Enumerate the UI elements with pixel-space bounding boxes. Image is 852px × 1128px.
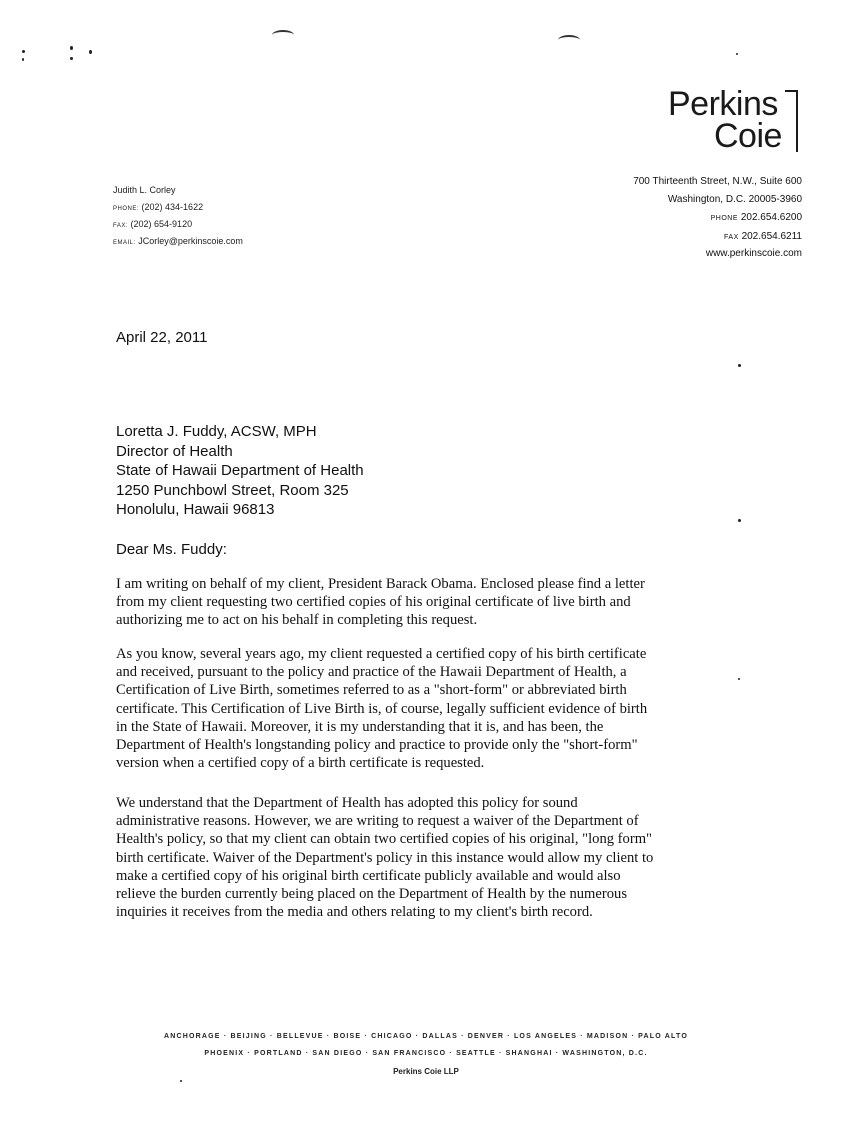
recipient-line: Director of Health [116, 442, 233, 460]
body-paragraph-1 [116, 575, 756, 630]
sender-fax-number: (202) 654-9120 [130, 219, 193, 229]
firm-street: 700 Thirteenth Street, N.W., Suite 600 [633, 176, 802, 187]
firm-fax [724, 231, 802, 244]
paragraph-line: make a certified copy of his original birth certificate publicly available and would also [116, 867, 621, 884]
paragraph-line: Department of Health's longstanding policy and practice to provide only the "short-form" [116, 737, 638, 754]
paragraph-line: version when a certified copy of a birth certificate is requested. [116, 755, 485, 772]
paragraph-line: in the State of Hawaii. Moreover, it is my understanding that it is, and has been, the [116, 718, 604, 735]
sender-phone [113, 202, 203, 215]
sender-email-label: EMAIL: [113, 240, 136, 246]
firm-city: Washington, D.C. 20005-3960 [667, 194, 802, 205]
scan-speck [738, 364, 741, 367]
paragraph-line: Certification of Live Birth, sometimes referred to as a "short-form" or abbreviated birth [116, 682, 627, 699]
firm-website: www.perkinscoie.com [705, 248, 802, 259]
scan-speck [180, 1080, 182, 1082]
body-paragraph-2 [116, 645, 756, 772]
paragraph-line: and received, pursuant to the policy and practice of the Hawaii Department of Health, a [116, 664, 627, 681]
firm-phone [711, 212, 802, 225]
firm-phone-number: 202.654.6200 [740, 212, 802, 223]
footer-offices-line-2: PHOENIX · PORTLAND · SAN DIEGO · SAN FRANCISCO · SEATTLE · SHANGHAI · WASHINGTON, D.C. [204, 1050, 648, 1057]
firm-fax-number: 202.654.6211 [741, 231, 802, 242]
paragraph-line: As you know, several years ago, my client requested a certified copy of his birth certificate [116, 646, 647, 662]
paragraph-line: birth certificate. Waiver of the Department's policy in this instance would allow my client to [116, 849, 654, 866]
recipient-line: State of Hawaii Department of Health [116, 462, 364, 480]
scan-speck [22, 50, 25, 53]
recipient-address [116, 422, 364, 520]
scan-speck [736, 53, 738, 55]
paragraph-line: from my client requesting two certified copies of his original certificate of live birth and [116, 594, 631, 611]
paragraph-line: relieve the burden currently being placed on the Department of Health by the numerous [116, 886, 628, 903]
sender-phone-number: (202) 434-1622 [141, 202, 204, 212]
sender-fax-label: FAX: [113, 223, 129, 229]
scan-speck [70, 46, 73, 50]
sender-fax [113, 219, 192, 232]
paragraph-line: inquiries it receives from the media and others relating to my client's birth record. [116, 904, 593, 921]
footer-offices-line-1: ANCHORAGE · BEIJING · BELLEVUE · BOISE · CHICAGO · DALLAS · DENVER · LOS ANGELES · MADISON · PALO ALTO [163, 1033, 688, 1040]
sender-email [113, 236, 243, 249]
paragraph-line: certificate. This Certification of Live Birth is, of course, legally sufficient evidence of birth [116, 700, 648, 717]
scan-speck [22, 58, 24, 61]
sender-email-address: JCorley@perkinscoie.com [138, 236, 243, 246]
punch-hole-mark-left [272, 30, 294, 40]
footer-firm-name: Perkins Coie LLP [393, 1067, 459, 1076]
paragraph-line: administrative reasons. However, we are writing to request a waiver of the Department of [116, 813, 639, 830]
recipient-line: Loretta J. Fuddy, ACSW, MPH [116, 423, 317, 440]
salutation: Dear Ms. Fuddy: [116, 541, 227, 558]
paragraph-line: authorizing me to act on his behalf in completing this request. [116, 612, 478, 629]
paragraph-line: Health's policy, so that my client can obtain two certified copies of his original, "long form" [116, 831, 653, 848]
recipient-line: 1250 Punchbowl Street, Room 325 [116, 481, 349, 499]
scan-speck [70, 57, 73, 60]
logo-bracket-side [796, 90, 798, 152]
paragraph-line: We understand that the Department of Health has adopted this policy for sound [116, 795, 578, 811]
paragraph-line: I am writing on behalf of my client, President Barack Obama. Enclosed please find a letter [116, 576, 645, 592]
recipient-line: Honolulu, Hawaii 96813 [116, 501, 275, 519]
punch-hole-mark-right [558, 35, 580, 45]
letter-date: April 22, 2011 [116, 329, 208, 346]
logo-text-perkins: Perkins [668, 85, 778, 123]
sender-name: Judith L. Corley [113, 185, 176, 195]
body-paragraph-3 [116, 794, 756, 921]
logo-text-coie: Coie [714, 117, 782, 155]
scan-speck [89, 50, 92, 54]
sender-phone-label: PHONE: [113, 206, 140, 212]
firm-phone-label: PHONE [710, 215, 739, 222]
scan-speck [738, 519, 741, 522]
firm-fax-label: FAX [724, 234, 739, 241]
